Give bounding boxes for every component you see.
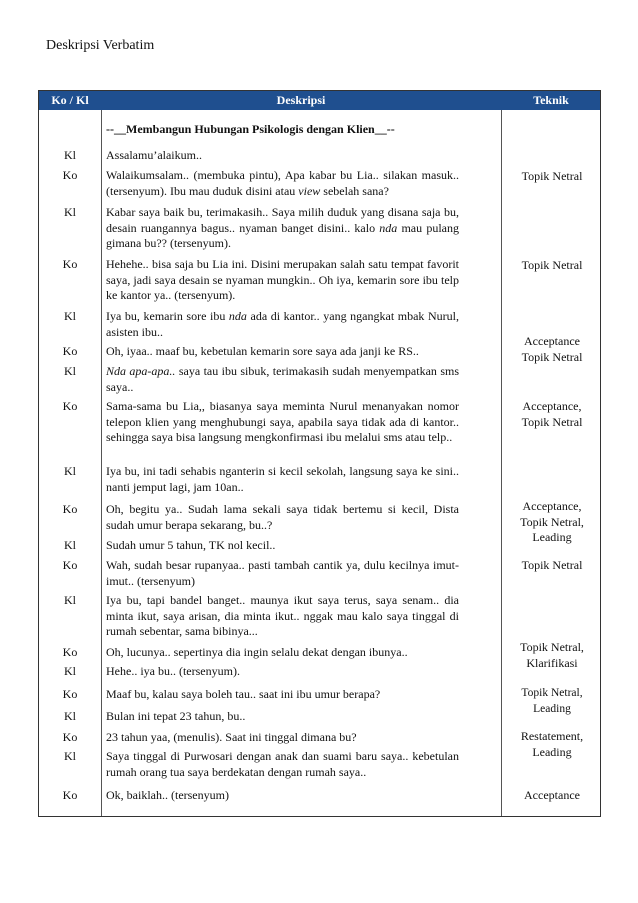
speaker-code: Kl: [64, 593, 76, 607]
utterance-text: Oh, begitu ya.. Sudah lama sekali saya tidak bertemu si kecil, Dista sudah umur berapa sekarang, bu..?: [106, 502, 459, 532]
header-teknik: Teknik: [533, 93, 569, 107]
utterance-text: Kabar saya baik bu, terimakasih.. Saya milih duduk yang disana saja bu, desain ruangannya bagus.. nyaman banget disini.. kalo nda mau pulang gimana bu?? (tersenyum).: [106, 205, 459, 250]
utterance-text: Sudah umur 5 tahun, TK nol kecil..: [106, 538, 276, 552]
speaker-code: Ko: [62, 788, 78, 802]
utterance-text: Iya bu, ini tadi sehabis nganterin si kecil sekolah, langsung saya ke sini.. nanti jemput lagi, jam 10an..: [106, 464, 459, 494]
speaker-code: Ko: [62, 399, 78, 413]
technique-label: Acceptance Topik Netral: [521, 334, 583, 364]
speaker-code: Ko: [62, 502, 78, 516]
section-title: --__Membangun Hubungan Psikologis dengan Klien__--: [106, 122, 395, 136]
utterance-text: Hehe.. iya bu.. (tersenyum).: [106, 664, 240, 678]
utterance-text: Bulan ini tepat 23 tahun, bu..: [106, 709, 246, 723]
speaker-code: Ko: [62, 730, 78, 744]
speaker-code: Ko: [62, 257, 78, 271]
utterance-text: Oh, lucunya.. sepertinya dia ingin selalu dekat dengan ibunya..: [106, 645, 408, 659]
technique-label: Topik Netral, Klarifikasi: [520, 640, 584, 670]
utterance-text: Nda apa-apa.. saya tau ibu sibuk, terimakasih sudah menyempatkan sms saya..: [106, 364, 460, 394]
speaker-code: Kl: [64, 364, 76, 378]
speaker-code: Ko: [62, 168, 78, 182]
table-header: [39, 91, 600, 110]
speaker-code: Kl: [64, 709, 76, 723]
header-kode: Ko / Kl: [51, 93, 89, 107]
utterance-text: Iya bu, kemarin sore ibu nda ada di kantor.. yang ngangkat mbak Nurul, asisten ibu..: [106, 309, 459, 339]
technique-label: Topik Netral, Leading: [521, 687, 583, 715]
utterance-text: Hehehe.. bisa saja bu Lia ini. Disini merupakan salah satu tempat favorit saya, jadi saya desain se nyaman mungkin.. Oh iya, kemarin sore ibu telp ke kantor ya.. (tersenyum).: [106, 257, 459, 302]
speaker-code: Kl: [64, 309, 76, 323]
verbatim-table: [38, 90, 601, 817]
speaker-code: Kl: [64, 664, 76, 678]
utterance-text: Oh, iyaa.. maaf bu, kebetulan kemarin sore saya ada janji ke RS..: [106, 344, 419, 358]
speaker-code: Ko: [62, 645, 78, 659]
utterance-text: Saya tinggal di Purwosari dengan anak dan suami baru saya.. kebetulan rumah orang tua saya berdekatan dengan rumah saya..: [106, 749, 459, 779]
technique-label: Topik Netral: [521, 258, 583, 272]
speaker-code: Kl: [64, 538, 76, 552]
utterance-text: Assalamu’alaikum..: [106, 148, 202, 162]
utterance-text: Ok, baiklah.. (tersenyum): [106, 788, 229, 802]
speaker-code: Kl: [64, 148, 76, 162]
header-deskripsi: Deskripsi: [276, 93, 326, 107]
speaker-code: Kl: [64, 749, 76, 763]
technique-label: Restatement, Leading: [520, 729, 584, 759]
speaker-code: Kl: [64, 464, 76, 478]
speaker-code: Kl: [64, 205, 76, 219]
page-title: Deskripsi Verbatim: [46, 38, 155, 53]
technique-label: Topik Netral: [521, 558, 583, 572]
technique-label: Topik Netral: [521, 169, 583, 183]
utterance-text: Walaikumsalam.. (membuka pintu), Apa kabar bu Lia.. silakan masuk.. (tersenyum). Ibu mau duduk disini atau view sebelah sana?: [106, 168, 459, 198]
utterance-text: Maaf bu, kalau saya boleh tau.. saat ini ibu umur berapa?: [106, 687, 381, 701]
technique-label: Acceptance, Topik Netral, Leading: [520, 499, 584, 544]
technique-label: Acceptance: [524, 788, 580, 802]
speaker-code: Ko: [62, 558, 78, 572]
utterance-text: Wah, sudah besar rupanyaa.. pasti tambah cantik ya, dulu kecilnya imut-imut.. (tersenyum): [106, 558, 459, 588]
utterance-text: 23 tahun yaa, (menulis). Saat ini tinggal dimana bu?: [106, 730, 357, 744]
utterance-text: Iya bu, tapi bandel banget.. maunya ikut saya terus, saya senam.. dia minta ikut, saya arisan, dia minta ikut.. nggak mau kalo saya tinggal di rumah sebentar, sama bibinya...: [106, 593, 459, 638]
utterance-text: Sama-sama bu Lia,, biasanya saya meminta Nurul menanyakan nomor telepon klien yang menghubungi saya, apabila saya tidak ada di kantor.. sehingga saya bisa langsung mengkonfirmasi ibu melalui sms atau telp..: [106, 399, 459, 444]
technique-label: Acceptance, Topik Netral: [521, 399, 583, 429]
speaker-code: Ko: [62, 687, 78, 701]
column-divider: [101, 110, 102, 816]
speaker-code: Ko: [62, 344, 78, 358]
